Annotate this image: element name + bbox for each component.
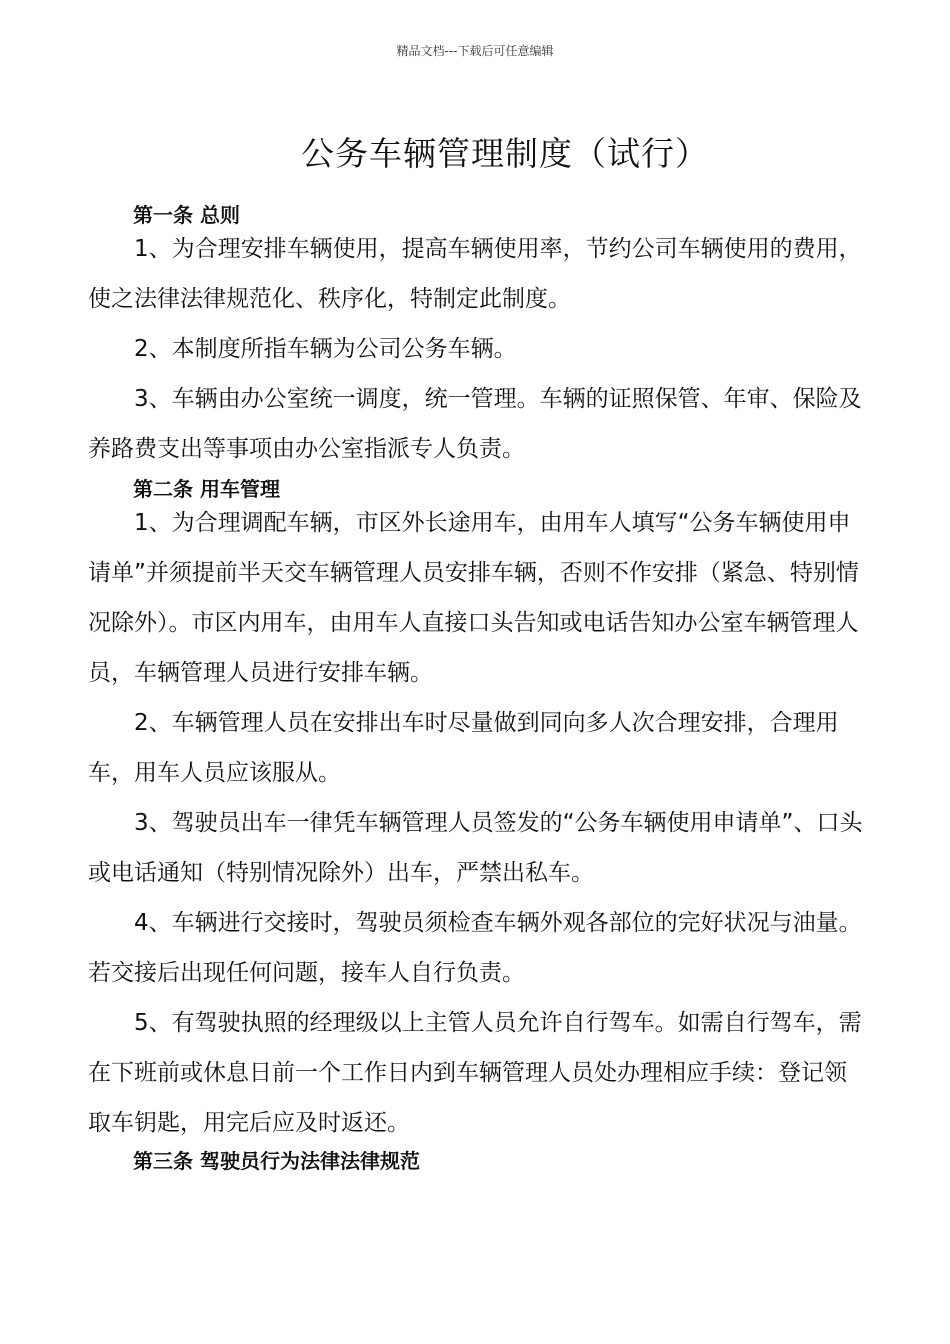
paragraph-1-1: 1、为合理安排车辆使用，提高车辆使用率，节约公司车辆使用的费用，使之法律法律规范化、秩序化，特制定此制度。 bbox=[88, 236, 862, 312]
paragraph-2-1: 1、为合理调配车辆，市区外长途用车，由用车人填写“公务车辆使用申请单”并须提前半天交车辆管理人员安排车辆，否则不作安排（紧急、特别情况除外）。市区内用车，由用车人直接口头告知或电话告知办公室车辆管理人员，车辆管理人员进行安排车辆。 bbox=[88, 510, 859, 686]
paragraph-1-2: 2、本制度所指车辆为公司公务车辆。 bbox=[134, 336, 517, 362]
paragraph-2-5: 5、有驾驶执照的经理级以上主管人员允许自行驾车。如需自行驾车，需在下班前或休息日前一个工作日内到车辆管理人员处办理相应手续：登记领取车钥匙，用完后应及时返还。 bbox=[88, 1010, 862, 1136]
document-title: 公务车辆管理制度（试行） bbox=[301, 134, 709, 173]
paragraph-2-2: 2、车辆管理人员在安排出车时尽量做到同向多人次合理安排，合理用车，用车人员应该服从。 bbox=[88, 710, 839, 786]
section-heading-2: 第二条 用车管理 bbox=[133, 477, 280, 501]
paragraph-1-3: 3、车辆由办公室统一调度，统一管理。车辆的证照保管、年审、保险及养路费支出等事项由办公室指派专人负责。 bbox=[88, 386, 862, 462]
header-note: 精品文档---下载后可任意编辑 bbox=[396, 44, 554, 58]
section-heading-3: 第三条 驾驶员行为法律法律规范 bbox=[133, 1149, 420, 1173]
paragraph-2-4: 4、车辆进行交接时，驾驶员须检查车辆外观各部位的完好状况与油量。若交接后出现任何问题，接车人自行负责。 bbox=[88, 910, 862, 986]
section-heading-1: 第一条 总则 bbox=[133, 203, 240, 227]
paragraph-2-3: 3、驾驶员出车一律凭车辆管理人员签发的“公务车辆使用申请单”、口头或电话通知（特别情况除外）出车，严禁出私车。 bbox=[88, 810, 863, 886]
